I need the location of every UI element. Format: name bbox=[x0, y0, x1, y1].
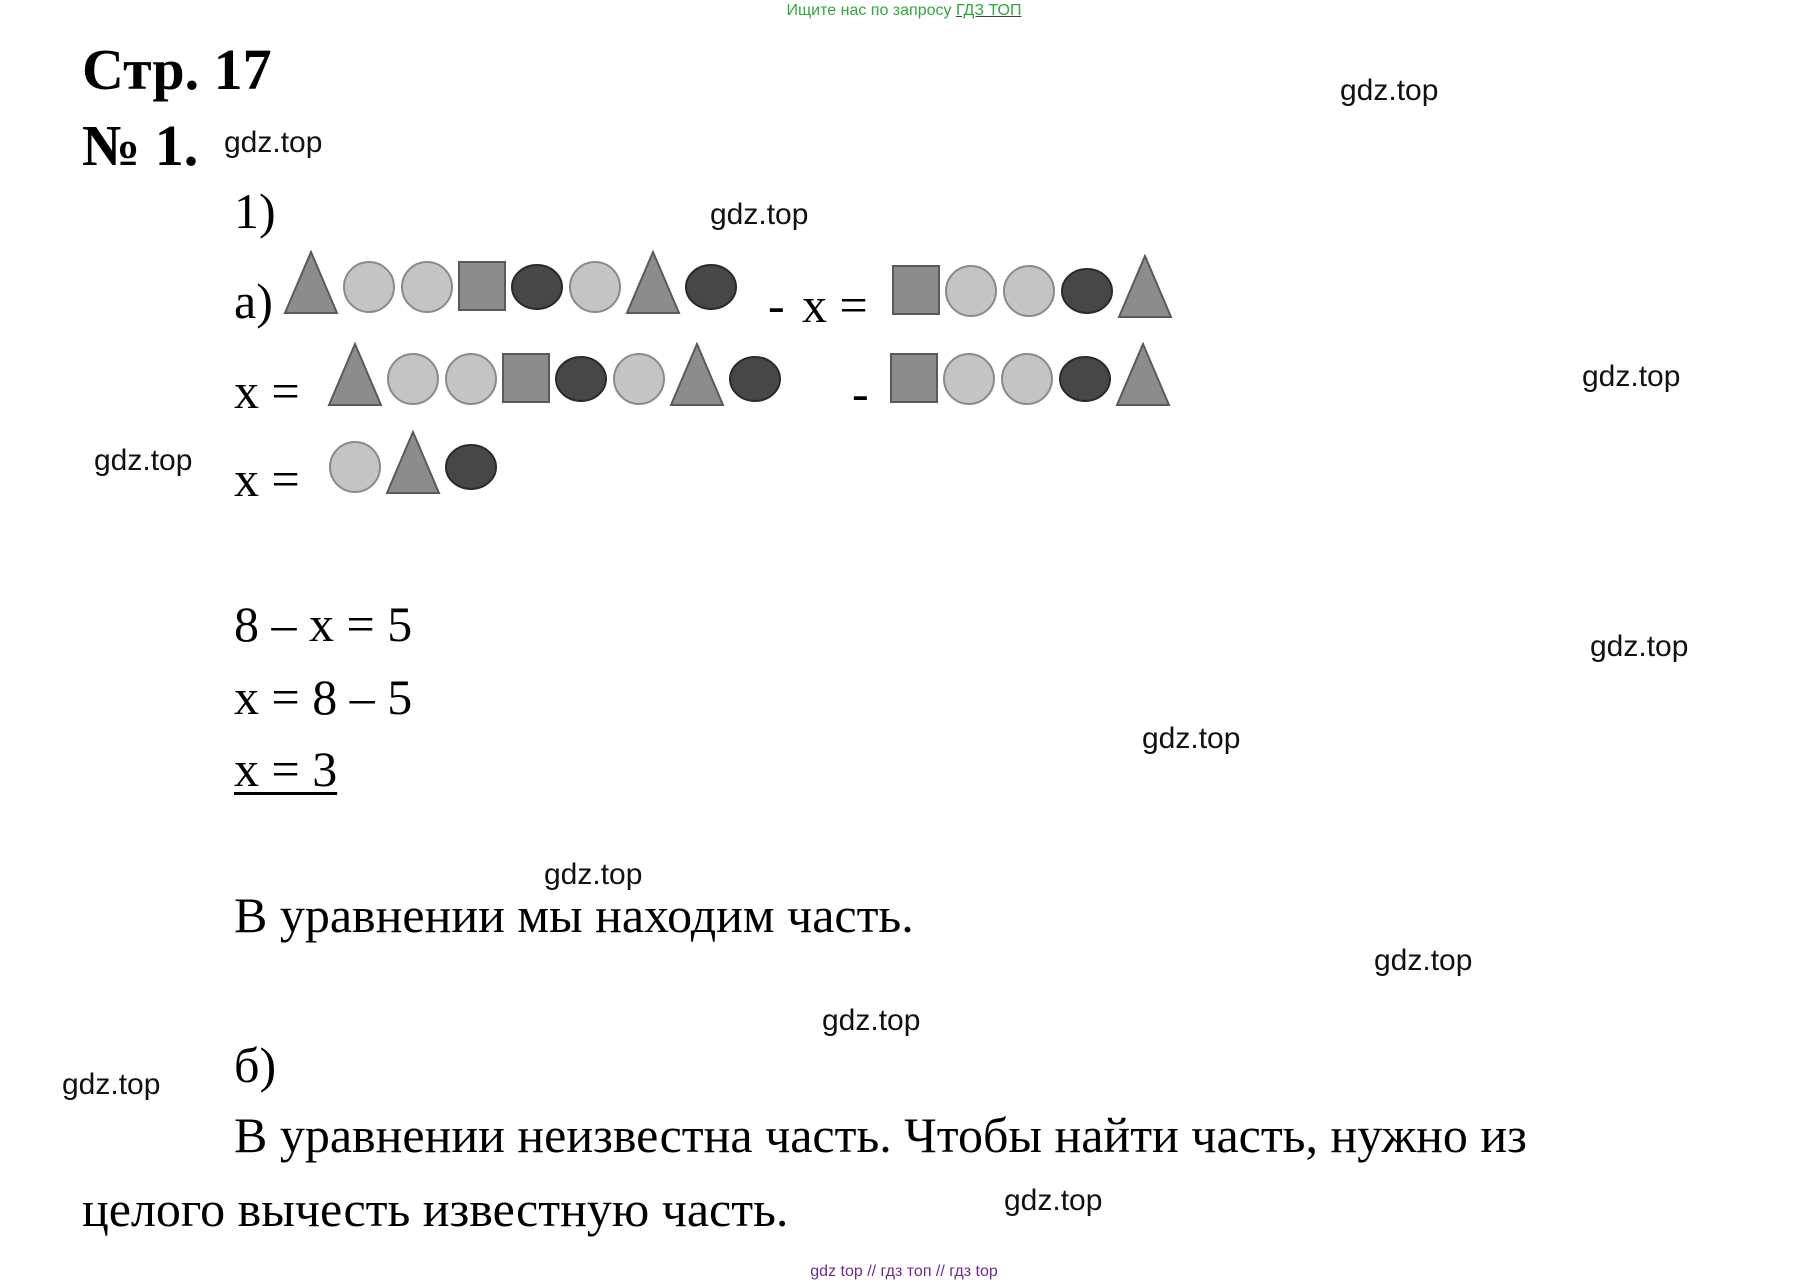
watermark: gdz.top bbox=[224, 126, 323, 159]
light-circle-shape bbox=[942, 254, 1000, 320]
line1-shapes-right bbox=[890, 254, 1174, 320]
dark-circle-shape bbox=[726, 342, 784, 408]
triangle-shape bbox=[1114, 342, 1172, 408]
light-circle-shape bbox=[442, 342, 500, 408]
triangle-shape bbox=[1116, 254, 1174, 320]
part1-a-label: а) bbox=[234, 273, 273, 329]
square-shape bbox=[888, 342, 940, 408]
line2-shapes-right bbox=[888, 342, 1172, 408]
light-circle-shape bbox=[384, 342, 442, 408]
conclusion-text: В уравнении мы находим часть. bbox=[234, 887, 914, 943]
footer-links[interactable]: gdz top // гдз топ // гдз top bbox=[810, 1263, 998, 1280]
square-shape bbox=[500, 342, 552, 408]
watermark: gdz.top bbox=[544, 858, 643, 891]
square-shape bbox=[456, 250, 508, 316]
dark-circle-shape bbox=[1058, 254, 1116, 320]
light-circle-shape bbox=[1000, 254, 1058, 320]
line2-minus: - bbox=[852, 365, 869, 421]
triangle-shape bbox=[326, 342, 384, 408]
watermark: gdz.top bbox=[1142, 722, 1241, 755]
part1-label: 1) bbox=[234, 183, 276, 239]
watermark: gdz.top bbox=[822, 1004, 921, 1037]
watermark: gdz.top bbox=[1374, 944, 1473, 977]
watermark: gdz.top bbox=[710, 198, 809, 231]
dark-circle-shape bbox=[508, 250, 566, 316]
triangle-shape bbox=[282, 250, 340, 316]
light-circle-shape bbox=[610, 342, 668, 408]
light-circle-shape bbox=[398, 250, 456, 316]
triangle-shape bbox=[624, 250, 682, 316]
dark-circle-shape bbox=[682, 250, 740, 316]
line3-shapes bbox=[326, 430, 500, 496]
watermark: gdz.top bbox=[1340, 74, 1439, 107]
task-number: № 1. bbox=[82, 113, 199, 178]
top-banner[interactable] bbox=[0, 2, 1808, 20]
light-circle-shape bbox=[940, 342, 998, 408]
light-circle-shape bbox=[340, 250, 398, 316]
part-b-label: б) bbox=[234, 1037, 277, 1093]
equation-2: x = 8 – 5 bbox=[234, 669, 413, 725]
watermark: gdz.top bbox=[1004, 1184, 1103, 1217]
triangle-shape bbox=[384, 430, 442, 496]
watermark: gdz.top bbox=[62, 1068, 161, 1101]
line1-shapes-left bbox=[282, 250, 740, 316]
watermark: gdz.top bbox=[94, 444, 193, 477]
square-shape bbox=[890, 254, 942, 320]
watermark: gdz.top bbox=[1590, 630, 1689, 663]
line2-x-equals: x = bbox=[234, 363, 300, 419]
page-title: Стр. 17 bbox=[82, 37, 272, 102]
dark-circle-shape bbox=[552, 342, 610, 408]
watermark: gdz.top bbox=[1582, 360, 1681, 393]
light-circle-shape bbox=[998, 342, 1056, 408]
banner-text: Ищите нас по запросу bbox=[786, 2, 956, 19]
line1-minus: - bbox=[768, 277, 785, 333]
equation-1: 8 – x = 5 bbox=[234, 596, 413, 652]
line2-shapes-left bbox=[326, 342, 784, 408]
light-circle-shape bbox=[566, 250, 624, 316]
line3-x-equals: x = bbox=[234, 451, 300, 507]
light-circle-shape bbox=[326, 430, 384, 496]
triangle-shape bbox=[668, 342, 726, 408]
banner-link[interactable]: ГДЗ ТОП bbox=[955, 2, 1022, 19]
dark-circle-shape bbox=[1056, 342, 1114, 408]
dark-circle-shape bbox=[442, 430, 500, 496]
part-b-line-2: целого вычесть известную часть. bbox=[82, 1181, 789, 1237]
line1-x-equals: x = bbox=[802, 277, 868, 333]
equation-answer: x = 3 bbox=[234, 741, 338, 797]
part-b-line-1: В уравнении неизвестна часть. Чтобы найти часть, нужно из bbox=[234, 1107, 1527, 1163]
